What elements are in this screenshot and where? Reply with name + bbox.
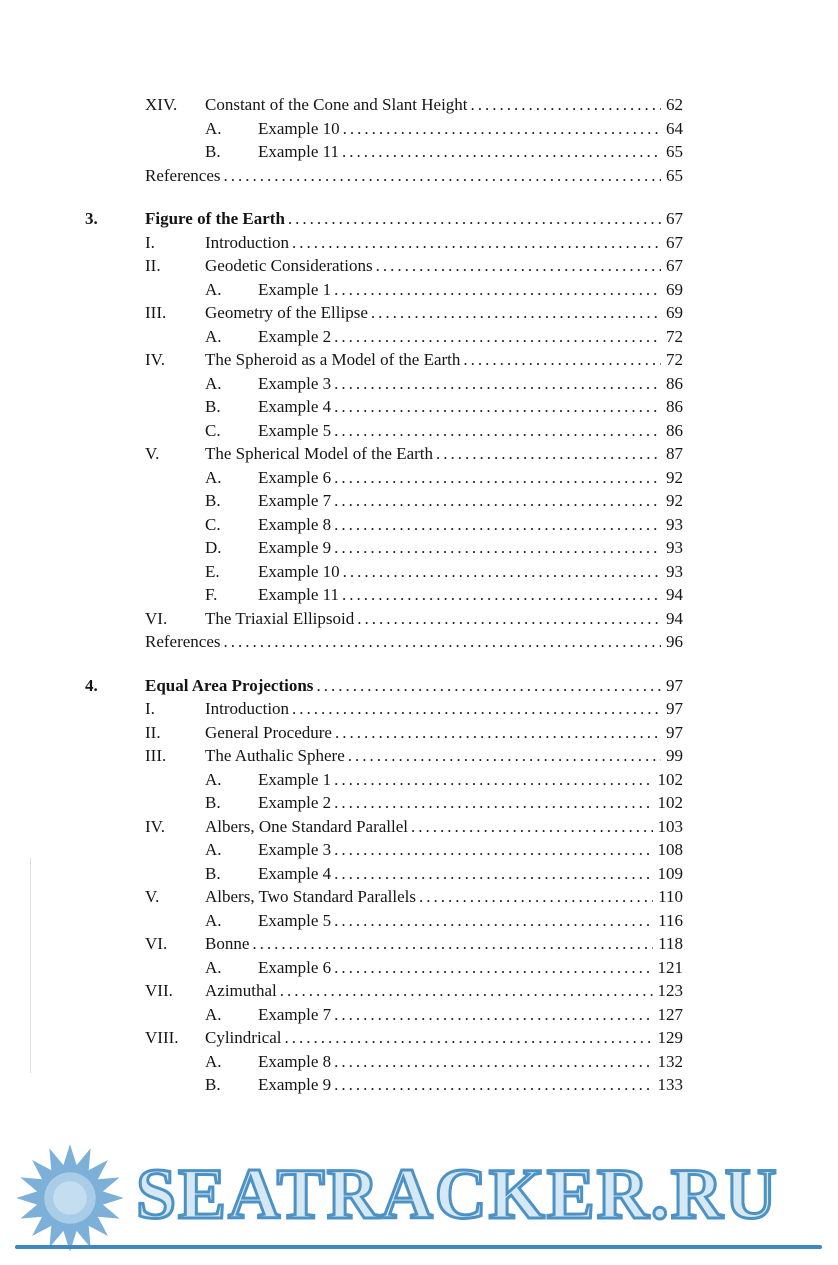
toc-row [85,791,683,815]
dot-leader [335,721,661,745]
toc-page-number: 72 [666,350,683,369]
toc-entry-title: Example 8 [258,514,332,534]
toc-entry-title: Example 1 [258,279,332,299]
toc-entry-label: A. [205,118,222,138]
toc-page-number: 132 [657,1051,683,1071]
toc-row [85,583,683,607]
toc-page-number: 102 [657,793,683,812]
toc-entry-title: Example 9 [258,538,332,557]
toc-row [85,885,683,909]
toc-entry-label: A. [205,957,222,977]
toc-entry-label: V. [145,887,160,906]
toc-entry-title: Equal Area Projections [145,675,314,695]
toc-entry-label: E. [205,561,220,581]
toc-entry-title: The Spherical Model of the Earth [205,444,434,463]
toc-row [85,838,683,862]
dot-leader [288,207,661,231]
toc-entry-title: Geodetic Considerations [205,256,373,275]
dot-leader [334,536,661,560]
toc-row [85,1050,683,1074]
sun-burst-icon [14,1142,126,1254]
toc-entry-label: A. [205,373,222,393]
dot-leader [371,301,661,325]
toc-entry-label: B. [205,142,221,161]
toc-entry-label: B. [205,397,221,416]
toc-row [85,768,683,792]
toc-entry-title: Cylindrical [205,1028,282,1047]
toc-page-number: 133 [657,1075,683,1094]
dot-leader [334,489,661,513]
toc-page-number: 123 [657,981,683,1000]
toc-entry-label: F. [205,585,218,604]
dot-leader [342,140,661,164]
toc-row [85,372,683,396]
toc-row [85,536,683,560]
dot-leader [334,1003,652,1027]
dot-leader [334,419,661,443]
toc-entry-label: B. [205,793,221,812]
toc-row [85,419,683,443]
toc-entry-title: Azimuthal [205,981,277,1000]
toc-entry-label: VI. [145,608,168,628]
toc-page-number: 86 [666,373,683,393]
toc-page-number: 97 [666,675,683,695]
toc-list [85,93,683,1097]
toc-row [85,325,683,349]
toc-row [85,1026,683,1050]
dot-leader [252,932,653,956]
toc-entry-title: Example 2 [258,326,332,346]
toc-entry-title: Example 6 [258,957,332,977]
dot-leader [334,956,652,980]
toc-page-number: 127 [657,1004,683,1024]
toc-page-number: 110 [658,887,683,906]
toc-entry-label: B. [205,491,221,510]
toc-row [85,956,683,980]
toc-page-number: 72 [666,326,683,346]
toc-entry-label: C. [205,514,221,534]
toc-entry-title: Figure of the Earth [145,209,285,228]
toc-entry-label: IV. [145,350,165,369]
toc-page-number: 92 [666,491,683,510]
toc-page-number: 99 [666,746,683,765]
toc-page-number: 87 [666,444,683,463]
dot-leader [334,466,661,490]
toc-entry-label: VIII. [145,1028,179,1047]
toc-entry-label: A. [205,326,222,346]
toc-entry-title: The Triaxial Ellipsoid [205,608,355,628]
toc-entry-label: III. [145,746,167,765]
toc-entry-label: 4. [85,675,98,695]
toc-entry-title: The Spheroid as a Model of the Earth [205,350,461,369]
toc-row [85,1073,683,1097]
toc-entry-label: V. [145,444,160,463]
toc-entry-title: The Authalic Sphere [205,746,345,765]
toc-entry-label: A. [205,769,222,789]
toc-row [85,207,683,231]
toc-entry-title: General Procedure [205,722,332,742]
toc-row [85,513,683,537]
toc-entry-title: Example 3 [258,373,332,393]
toc-entry-title: Example 4 [258,863,332,883]
toc-entry-title: Example 3 [258,840,332,859]
toc-page-number: 121 [657,957,683,977]
dot-leader [357,607,661,631]
toc-entry-label: B. [205,863,221,883]
toc-row [85,674,683,698]
toc-entry-title: Introduction [205,232,290,252]
toc-entry-title: Bonne [205,934,250,953]
toc-page-number: 65 [666,165,683,185]
toc-row [85,1003,683,1027]
toc-page-number: 62 [666,95,683,114]
toc-page-number: 129 [657,1028,683,1047]
toc-page-number: 102 [657,769,683,789]
dot-leader [334,862,652,886]
dot-leader [376,254,661,278]
toc-row [85,979,683,1003]
dot-leader [471,93,661,117]
toc-entry-label: 3. [85,209,98,228]
toc-entry-title: Example 9 [258,1075,332,1094]
toc-row [85,301,683,325]
toc-row [85,348,683,372]
toc-page-number: 109 [657,863,683,883]
toc-entry-title: Example 6 [258,467,332,487]
toc-row [85,164,683,188]
toc-row [85,607,683,631]
toc-page-number: 103 [657,816,683,836]
dot-leader [334,909,653,933]
toc-page-number: 118 [658,934,683,953]
toc-entry-title: Example 7 [258,491,332,510]
dot-leader [334,768,652,792]
toc-row [85,93,683,117]
toc-entry-title: Example 4 [258,397,332,416]
toc-row [85,231,683,255]
dot-leader [419,885,653,909]
dot-leader [292,697,661,721]
dot-leader [348,744,661,768]
toc-entry-label: III. [145,303,167,322]
toc-entry-title: Example 11 [258,142,340,161]
toc-page-number: 69 [666,303,683,322]
toc-entry-title: Example 5 [258,910,332,930]
dot-leader [436,442,661,466]
toc-entry-label: C. [205,420,221,440]
toc-entry-label: IV. [145,816,165,836]
toc-entry-label: A. [205,279,222,299]
dot-leader [343,117,661,141]
toc-page-number: 93 [666,538,683,557]
toc-row [85,630,683,654]
toc-entry-title: Albers, One Standard Parallel [205,816,408,836]
toc-entry-label: VII. [145,981,173,1000]
toc-row [85,721,683,745]
toc-page-number: 93 [666,561,683,581]
toc-page-number: 67 [666,256,683,275]
toc-entry-title: Geometry of the Ellipse [205,303,368,322]
toc-entry-title: Example 10 [258,118,340,138]
toc-page-number: 94 [666,585,683,604]
toc-entry-title: References [145,632,221,651]
dot-leader [334,791,652,815]
toc-row [85,117,683,141]
toc-entry-label: XIV. [145,95,178,114]
toc-entry-title: Example 2 [258,793,332,812]
toc-row [85,815,683,839]
toc-page-number: 67 [666,232,683,252]
dot-leader [342,583,661,607]
toc-page-number: 94 [666,608,683,628]
dot-leader [411,815,653,839]
toc-entry-label: II. [145,256,161,275]
toc-row [85,254,683,278]
toc-entry-label: A. [205,840,222,859]
dot-leader [463,348,661,372]
toc-entry-label: I. [145,232,155,252]
toc-row [85,278,683,302]
toc-row [85,697,683,721]
toc-entry-title: Example 7 [258,1004,332,1024]
scan-artifact-line [30,858,31,1073]
toc-page-number: 97 [666,699,683,718]
dot-leader [334,278,661,302]
toc-entry-title: Example 5 [258,420,332,440]
dot-leader [224,164,661,188]
dot-leader [334,838,652,862]
toc-row [85,395,683,419]
dot-leader [292,231,661,255]
toc-row [85,466,683,490]
toc-page-number: 65 [666,142,683,161]
toc-page-number: 92 [666,467,683,487]
toc-row [85,862,683,886]
toc-entry-title: Constant of the Cone and Slant Height [205,95,468,114]
dot-leader [224,630,661,654]
dot-leader [334,325,661,349]
toc-row [85,932,683,956]
toc-row [85,442,683,466]
toc-page-number: 97 [666,722,683,742]
toc-entry-title: References [145,165,221,185]
toc-page-number: 86 [666,420,683,440]
toc-entry-title: Introduction [205,699,290,718]
toc-row [85,744,683,768]
toc-page-number: 64 [666,118,683,138]
toc-entry-label: B. [205,1075,221,1094]
toc-entry-label: I. [145,699,155,718]
dot-leader [334,395,661,419]
toc-page-number: 69 [666,279,683,299]
toc-entry-label: A. [205,910,222,930]
watermark-text: SEATRACKER.RU [136,1154,779,1234]
dot-leader [334,1073,652,1097]
toc-page-number: 116 [658,910,683,930]
toc-row [85,560,683,584]
dot-leader [316,674,661,698]
toc-entry-title: Example 8 [258,1051,332,1071]
dot-leader [334,1050,652,1074]
toc-entry-label: A. [205,1051,222,1071]
toc-entry-title: Example 11 [258,585,340,604]
toc-page-number: 86 [666,397,683,416]
dot-leader [334,372,661,396]
dot-leader [284,1026,652,1050]
toc-entry-label: A. [205,1004,222,1024]
toc-row [85,489,683,513]
watermark-underline [15,1245,822,1249]
toc-entry-label: II. [145,722,161,742]
toc-entry-title: Albers, Two Standard Parallels [205,887,416,906]
toc-entry-label: A. [205,467,222,487]
toc-entry-title: Example 10 [258,561,340,581]
toc-page-number: 67 [666,209,683,228]
dot-leader [334,513,661,537]
toc-row [85,909,683,933]
toc-row [85,140,683,164]
toc-page-number: 108 [657,840,683,859]
toc-entry-label: VI. [145,934,168,953]
dot-leader [343,560,661,584]
toc-entry-title: Example 1 [258,769,332,789]
toc-entry-label: D. [205,538,222,557]
toc-page-number: 96 [666,632,683,651]
dot-leader [280,979,653,1003]
toc-page-number: 93 [666,514,683,534]
